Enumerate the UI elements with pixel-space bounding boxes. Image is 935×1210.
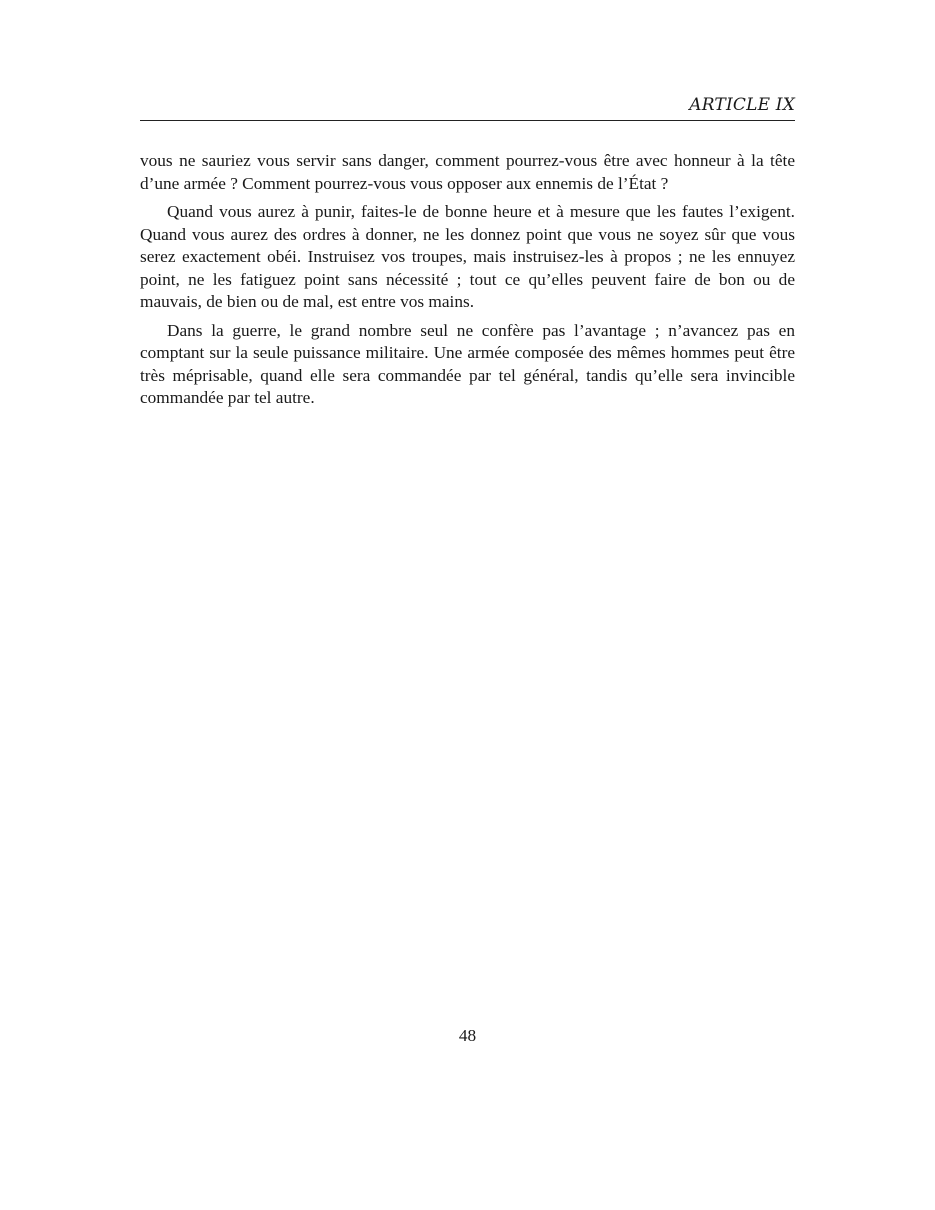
paragraph: Quand vous aurez à punir, faites-le de bonne heure et à mesure que les fautes l’exigent. Quand vous aurez des ordres à donner, ne les donnez point que vous ne soyez sûr que vous serez exactement obéi. Instruisez vos troupes, mais instruisez-les à propos ; ne les ennuyez point, ne les fatiguez point sans nécessité ; tout ce qu’elles peuvent faire de bon ou de mauvais, de bien ou de mal, est entre vos mains. bbox=[140, 202, 795, 311]
running-header bbox=[140, 94, 795, 121]
paragraph-continuation: vous ne sauriez vous servir sans danger, comment pourrez-vous être avec honneur à la tête d’une armée ? Comment pourrez-vous vous opposer aux ennemis de l’État ? bbox=[140, 151, 795, 193]
body-text bbox=[140, 150, 795, 416]
paragraph: Dans la guerre, le grand nombre seul ne confère pas l’avantage ; n’avancez pas en comptant sur la seule puissance militaire. Une armée composée des mêmes hommes peut être très méprisable, quand elle sera commandée par tel général, tandis qu’elle sera invincible commandée par tel autre. bbox=[140, 320, 795, 407]
page-number: 48 bbox=[458, 1026, 477, 1045]
running-header-title: ARTICLE IX bbox=[689, 95, 795, 115]
